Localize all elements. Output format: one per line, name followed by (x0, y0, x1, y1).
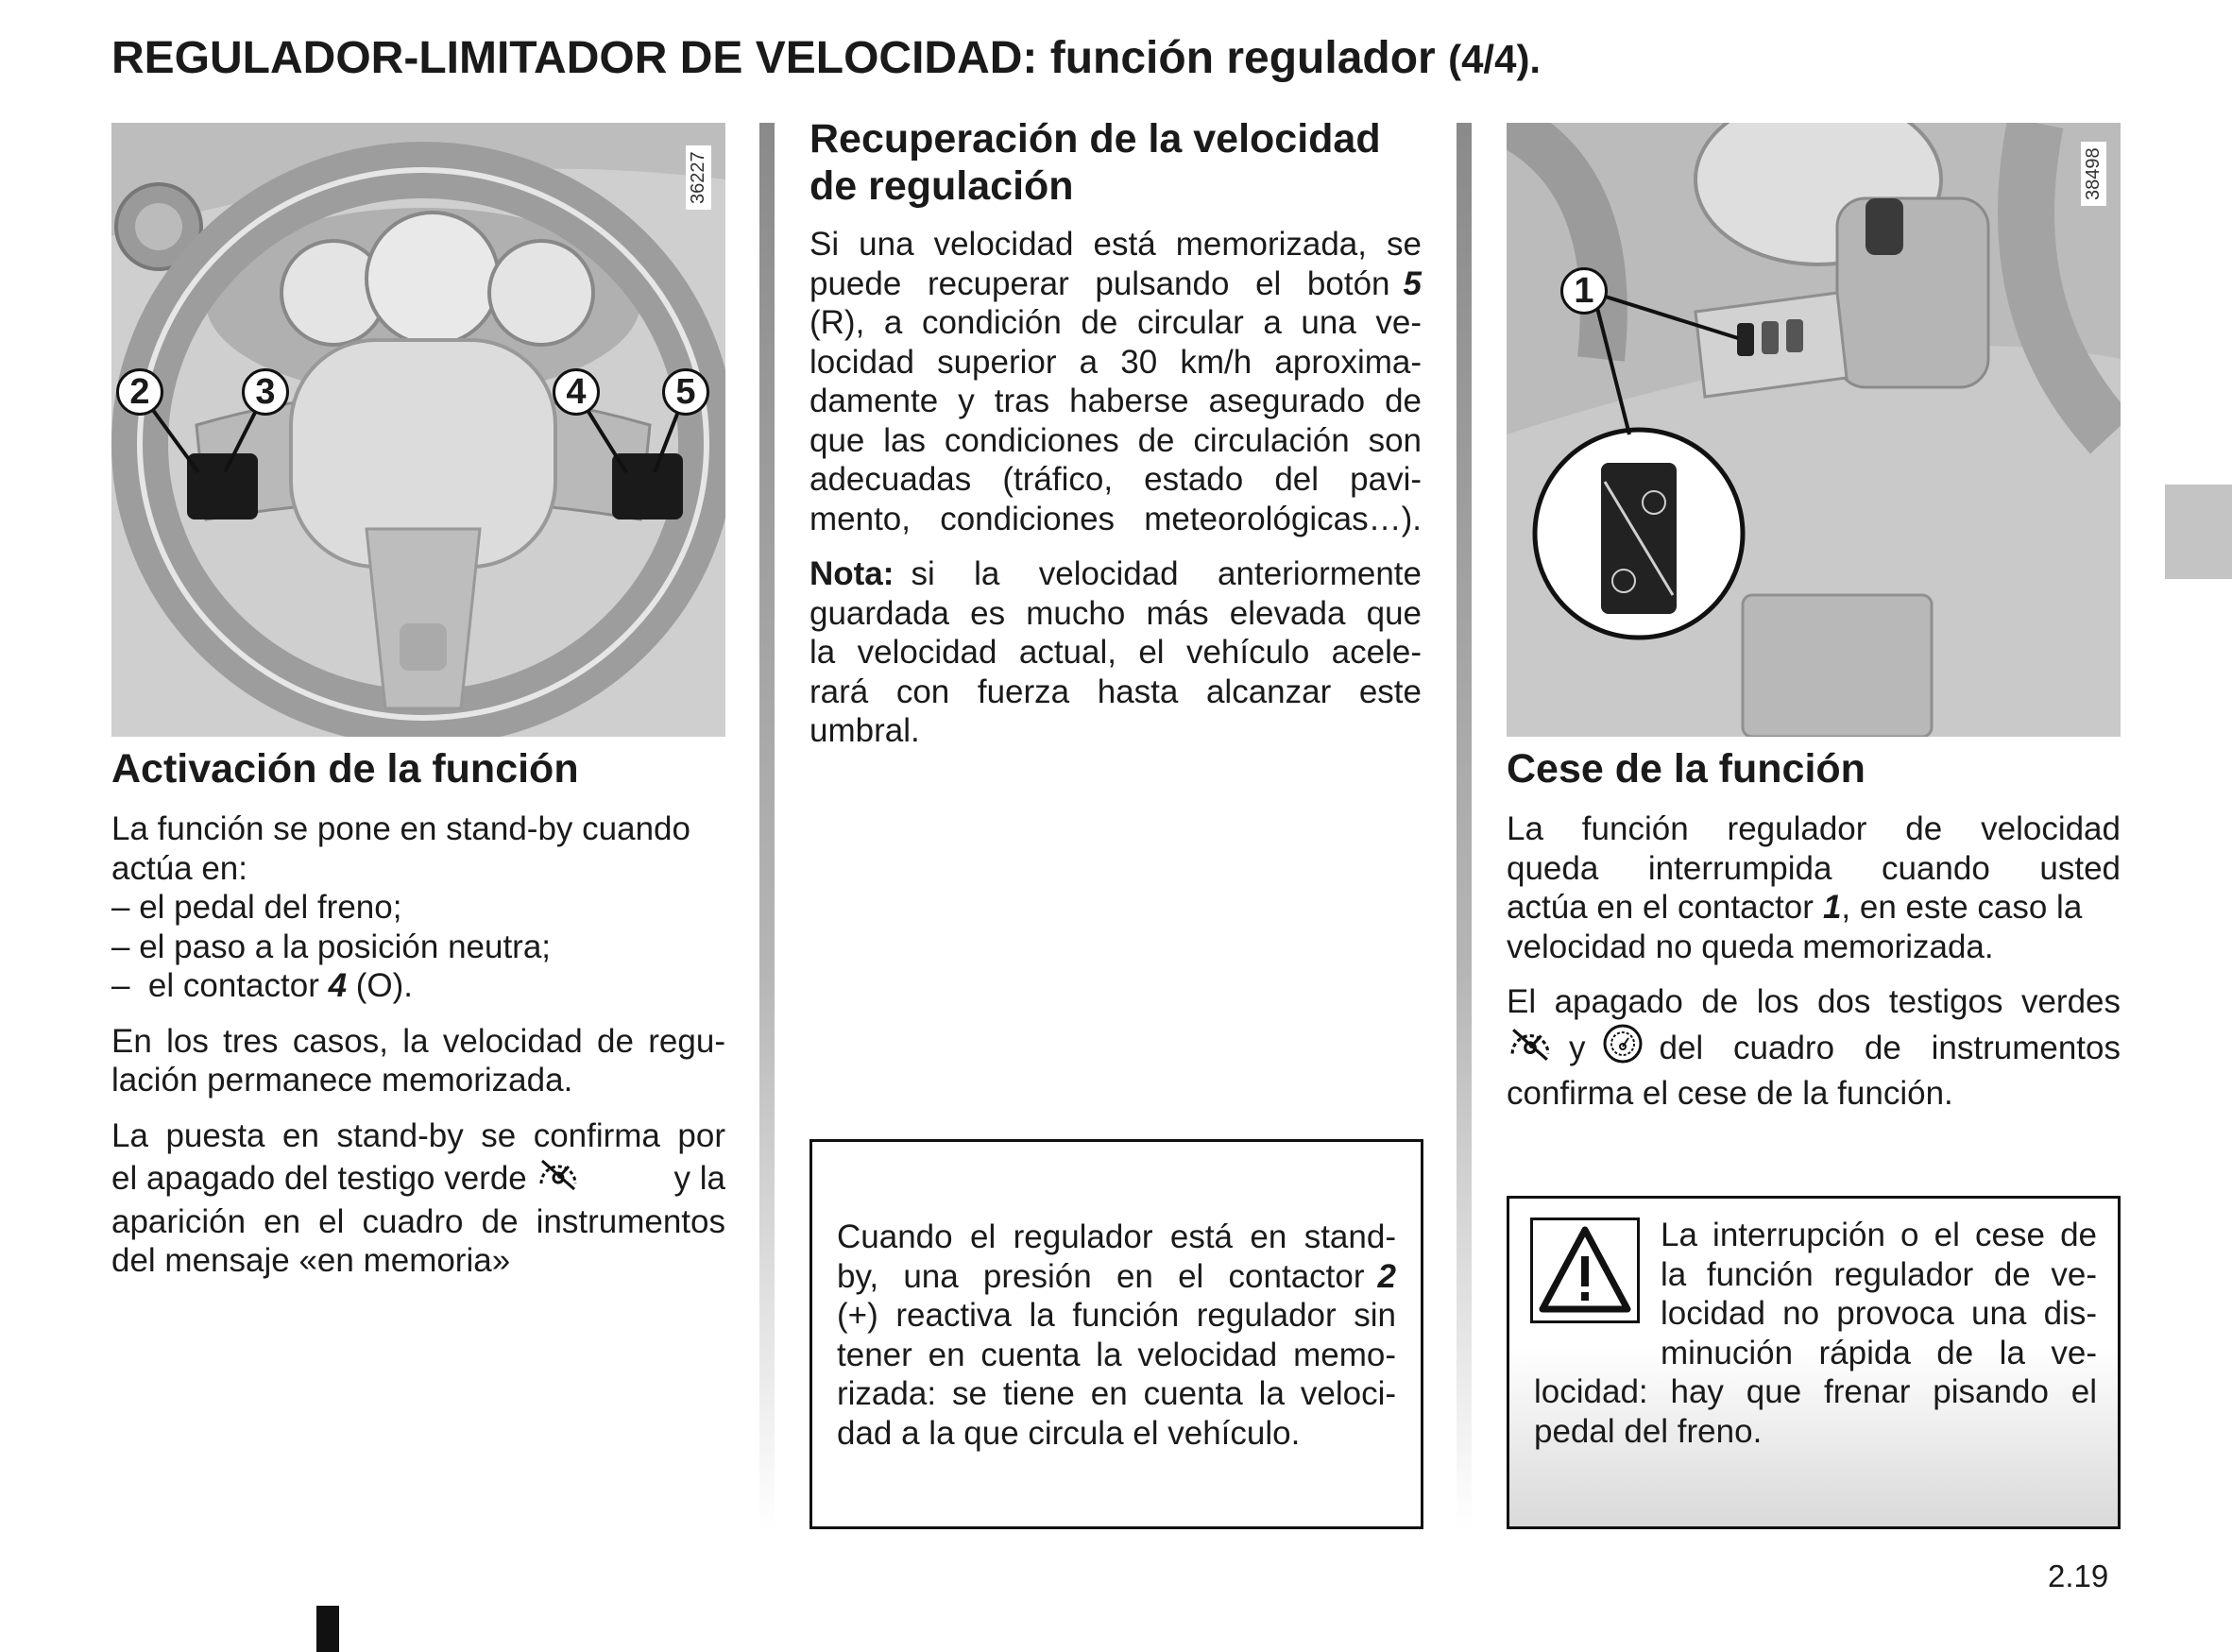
activacion-p3-line3: aparición en el cuadro de instrumentos (111, 1202, 725, 1240)
page-title-main: REGULADOR-LIMITADOR DE VELOCIDAD: función regulador (111, 33, 1436, 83)
cese-p2-line3: confirma el cese de la función. (1507, 1075, 1953, 1112)
warning-line5: locidad: hay que frenar pisando el (1534, 1373, 2097, 1410)
list-item-neutra: – el paso a la posición neutra; (111, 928, 552, 965)
recuperacion-line8: mento, condiciones meteorológicas…). (809, 500, 1422, 537)
recuperacion-line4: locidad superior a 30 km/h aproxima- (809, 343, 1422, 381)
recuperacion-line1: Si una velocidad está memorizada, se (809, 226, 1422, 263)
callout-1: 1 (1560, 267, 1608, 315)
activacion-p3-line2-a: el apagado del testigo verde (111, 1160, 527, 1197)
page-title (111, 32, 1541, 84)
cese-p2-line1: El apagado de los dos testigos verdes (1507, 983, 2121, 1020)
nota-line1 (809, 554, 1422, 594)
heading-cese: Cese de la función (1507, 746, 1866, 792)
nota-line1-text: si la velocidad anteriormente (911, 555, 1422, 592)
callout-5: 5 (662, 368, 709, 416)
cese-line3 (1507, 888, 2121, 928)
cruise-control-icon (537, 1155, 580, 1202)
list-item-freno: – el pedal del freno; (111, 889, 402, 926)
recuperacion-line3: (R), a condición de circular a una ve- (809, 304, 1422, 341)
crop-mark (316, 1606, 339, 1652)
activacion-p2-line2: lación permanece memorizada. (111, 1062, 573, 1098)
warning-line2: la función regulador de ve- (1661, 1255, 2097, 1293)
activacion-p3-line2 (111, 1155, 725, 1202)
list-item-contactor-4 (111, 966, 725, 1006)
recuperacion-line7: adecuadas (tráfico, estado del pavi- (809, 461, 1422, 498)
heading-activacion: Activación de la función (111, 746, 579, 792)
cese-line4: velocidad no queda memorizada. (1507, 928, 1994, 965)
warning-line1: La interrupción o el cese de (1661, 1217, 2097, 1253)
cese-text (1507, 809, 2121, 1130)
column-separator-left (759, 123, 775, 1530)
nota-label: Nota: (809, 555, 895, 592)
note-line5: rizada: se tiene en cuenta la veloci- (837, 1375, 1396, 1412)
callout-4: 4 (553, 368, 600, 416)
nota-line4: rará con fuerza hasta alcanzar este (809, 673, 1422, 710)
heading-recuperacion (809, 115, 1381, 210)
callout-3: 3 (242, 368, 289, 416)
cese-line2: queda interrumpida cuando usted (1507, 849, 2121, 887)
callout-2: 2 (116, 368, 163, 416)
warning-line3: locidad no provoca una dis- (1661, 1295, 2097, 1332)
cese-p2-line2-y: y (1569, 1029, 1586, 1066)
activacion-intro-line2: actúa en: (111, 849, 247, 887)
speed-limiter-icon (1601, 1022, 1644, 1075)
note-line3: (+) reactiva la función regulador sin (837, 1297, 1396, 1334)
activacion-p3-line4: del mensaje «en memoria» (111, 1242, 511, 1279)
list-item-contactor-post: (O). (347, 967, 414, 1004)
warning-text-right (1661, 1216, 2097, 1372)
figure-ref-36227: 36227 (686, 145, 711, 210)
recuperacion-line2 (809, 264, 1422, 304)
list-item-contactor-pre: – el contactor (111, 967, 329, 1004)
note-line2 (837, 1257, 1396, 1297)
warning-line4: minución rápida de la ve- (1661, 1334, 2097, 1371)
warning-box (1507, 1196, 2121, 1529)
activacion-text (111, 809, 725, 1297)
note-line1: Cuando el regulador está en stand- (837, 1218, 1396, 1255)
dashboard-switch-figure (1507, 123, 2121, 737)
chapter-tab (2165, 485, 2232, 579)
steering-wheel-illustration (111, 123, 725, 737)
note-line2-text: by, una presión en el contactor (837, 1257, 1365, 1295)
cese-line3-a: actúa en el contactor (1507, 889, 1814, 926)
activacion-intro-line1: La función se pone en stand-by cuando (111, 810, 690, 847)
activacion-p2-line1: En los tres casos, la velocidad de regu- (111, 1022, 725, 1060)
recuperacion-line2-text: puede recuperar pulsando el botón (809, 264, 1390, 302)
steering-wheel-figure (111, 123, 725, 737)
column-separator-right (1457, 123, 1472, 1530)
dashboard-switch-illustration (1507, 123, 2121, 737)
standby-note-text (837, 1218, 1396, 1453)
nota-line2: guardada es mucho más elevada que (809, 594, 1422, 632)
contactor-ref-2: 2 (1377, 1257, 1396, 1295)
warning-triangle-icon (1530, 1218, 1640, 1323)
warning-line6: pedal del freno. (1534, 1412, 1763, 1450)
contactor-ref-4: 4 (328, 967, 348, 1004)
note-line6: dad a la que circula el vehículo. (837, 1414, 1301, 1452)
activacion-p3-line2-b: y la (673, 1160, 725, 1197)
note-line4: tener en cuenta la velocidad memo- (837, 1336, 1396, 1373)
activacion-p3-line1: La puesta en stand-by se confirma por (111, 1116, 725, 1154)
standby-note-box (809, 1139, 1423, 1529)
cese-p2-line2-b: del cuadro de instrumentos (1659, 1029, 2121, 1066)
cese-line1: La función regulador de velocidad (1507, 810, 2121, 847)
recuperacion-text (809, 225, 1422, 767)
boton-ref-5: 5 (1403, 264, 1422, 302)
page-title-part: (4/4). (1448, 37, 1542, 81)
heading-recuperacion-line2: de regulación (809, 163, 1074, 209)
cese-p2-line2 (1507, 1022, 2121, 1075)
nota-line5: umbral. (809, 712, 920, 749)
warning-text-full (1534, 1372, 2097, 1451)
cese-line3-b: , en este caso la (1841, 889, 2083, 926)
recuperacion-line6: que las condiciones de circulación son (809, 421, 1422, 459)
cruise-control-off-icon (1507, 1024, 1554, 1073)
heading-recuperacion-line1: Recuperación de la velocidad (809, 116, 1381, 162)
contactor-ref-1: 1 (1822, 889, 1842, 926)
page-number: 2.19 (2048, 1558, 2109, 1593)
nota-line3: la velocidad actual, el vehículo acele- (809, 634, 1422, 671)
recuperacion-line5: damente y tras haberse asegurado de (809, 383, 1422, 419)
figure-ref-38498: 38498 (2081, 142, 2106, 206)
